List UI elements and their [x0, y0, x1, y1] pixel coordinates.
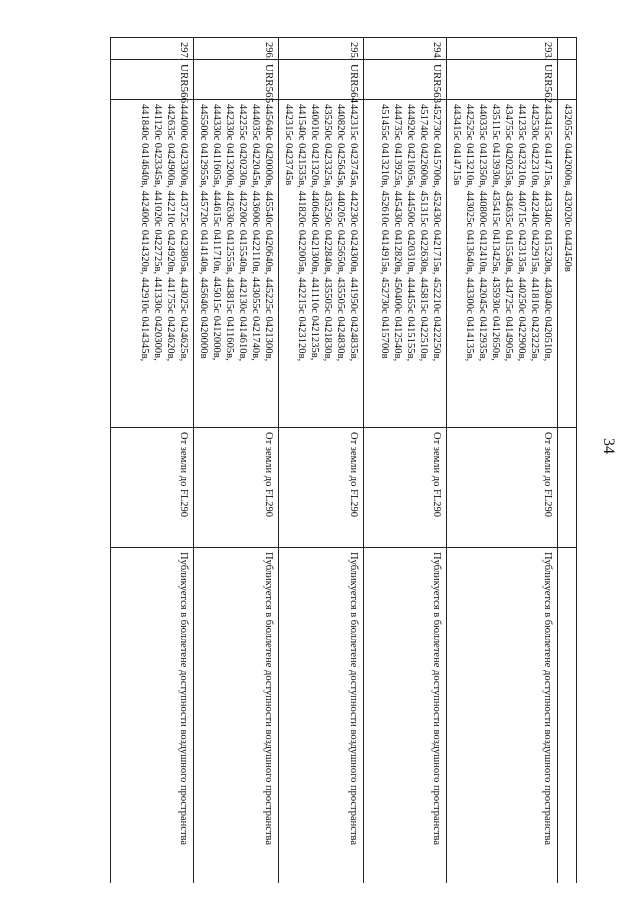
coordinate-line: 442525с 0413210в, 443025с 0413640в, 443300с 0414135в, — [464, 104, 475, 362]
altitude-limits: От земли до FL290 — [111, 428, 194, 548]
coordinate-line: 441540с 0421535в, 441820с 0422005в, 442215с 0423120в, — [296, 104, 307, 362]
rotated-table-content — [83, 37, 577, 883]
zone-identifier: URR563 — [364, 60, 447, 100]
altitude-limits: От земли до FL290 — [447, 428, 558, 548]
publication-note: Публикуется в бюллетене доступности воздушного пространства — [111, 548, 194, 884]
table-row — [194, 38, 279, 884]
continuation-zones: 432055с 0442000в, 432020с 0442450в — [558, 100, 577, 428]
coordinate-line: 444735с 0413925в, 445430с 0412820в, 450400с 0412540в, — [392, 104, 403, 362]
coordinate-line: 451455с 0413210в, 452610с 0414915в, 452730с 0415700в — [379, 104, 390, 359]
coordinate-line: 441235с 0423210в, 440715с 0423135в, 440250с 0422900в, — [516, 104, 527, 362]
publication-note: Публикуется в бюллетене доступности воздушного пространства — [364, 548, 447, 884]
coordinate-line: 442635с 0424900в, 442210с 0424920в, 441755с 0424620в, — [165, 104, 176, 362]
coordinate-line: 451740с 0422600в, 451315с 0422630в, 445815с 0422510в, — [418, 104, 429, 362]
zone-coordinates — [194, 100, 279, 428]
coordinate-line: 441120с 0423345в, 441020с 0422725в, 441330с 0420300в, — [152, 104, 163, 361]
coordinate-line: 444330с 0411605в, 444615с 0411710в, 445015с 0412000в, — [211, 104, 222, 361]
coordinate-line: 440820с 0425645в, 440205с 0425650в, 435505с 0424830в, — [335, 104, 346, 362]
airspace-zones-table — [110, 37, 577, 883]
rotated-table-sheet — [83, 37, 577, 883]
coordinate-line: 442315с 0423745в, 442230с 0424300в, 441950с 0424835в, — [348, 104, 359, 362]
coordinate-line: 434755с 0420235в, 434635с 0415540в, 434725с 0414905в, — [503, 104, 514, 362]
row-number: 297. — [111, 38, 194, 60]
page-number-container — [596, 434, 620, 458]
continuation-id — [558, 60, 577, 100]
continuation-num — [558, 38, 577, 60]
page-number: 34 — [600, 438, 617, 454]
coordinate-line: 442315с 0423745в — [283, 104, 294, 186]
coordinate-line: 442330с 0413200в, 442630с 0412555в, 443815с 0411605в, — [224, 104, 235, 361]
coordinate-line: 445640с 0420000в, 445540с 0420640в, 445225с 0421300в, — [263, 104, 274, 362]
publication-note: Публикуется в бюллетене доступности воздушного пространства — [194, 548, 279, 884]
coordinate-line: 444035с 0422045в, 443600с 0422110в, 443055с 0421740в, — [250, 104, 261, 361]
coordinate-line: 442530с 0422310в, 442240с 0422915в, 441810с 0423225в, — [529, 104, 540, 362]
coordinate-line: 443415с 0414715в — [451, 104, 462, 186]
coordinate-line: 445500с 0412955в, 445720с 0414140в, 445640с 0420000в — [198, 104, 209, 359]
continuation-note — [558, 548, 577, 884]
coordinate-line: 452730с 0415700в, 452430с 0421715в, 452210с 0422250в, — [431, 104, 442, 362]
zone-coordinates — [364, 100, 447, 428]
coordinate-line: 435115с 0413930в, 435415с 0413425в, 435930с 0412650в, — [490, 104, 501, 361]
zone-coordinates — [111, 100, 194, 428]
table-row — [447, 38, 558, 884]
coordinate-line: 440010с 0421320в, 440640с 0421300в, 441110с 0421235в, — [309, 104, 320, 361]
zone-identifier: URR562 — [447, 60, 558, 100]
table-row — [279, 38, 364, 884]
coordinate-line: 444000с 0423300в, 443725с 0423805в, 443025с 0424625в, — [178, 104, 189, 362]
coordinate-line: 444920с 0421605в, 444500с 0420310в, 444455с 0415155в, — [405, 104, 416, 362]
coordinate-line: 435250с 0423325в, 435250с 0422840в, 435505с 0421830в, — [322, 104, 333, 362]
table-row — [364, 38, 447, 884]
altitude-limits: От земли до FL290 — [279, 428, 364, 548]
publication-note: Публикуется в бюллетене доступности воздушного пространства — [279, 548, 364, 884]
zone-coordinates — [279, 100, 364, 428]
altitude-limits: От земли до FL290 — [364, 428, 447, 548]
continuation-row — [558, 38, 577, 884]
row-number: 295. — [279, 38, 364, 60]
altitude-limits: От земли до FL290 — [194, 428, 279, 548]
coordinate-line: 443415с 0414715в, 443340с 0415230в, 443040с 0420510в, — [542, 104, 553, 362]
zone-identifier: URR566 — [111, 60, 194, 100]
row-number: 293. — [447, 38, 558, 60]
row-number: 296. — [194, 38, 279, 60]
coordinate-line: 440335с 0412350в, 440800с 0412410в, 442045с 0412935в, — [477, 104, 488, 362]
coordinate-line: 441840с 0414640в, 442400с 0414320в, 442910с 0414345в, — [139, 104, 150, 362]
row-number: 294. — [364, 38, 447, 60]
table-row — [111, 38, 194, 884]
zone-coordinates — [447, 100, 558, 428]
zone-identifier: URR564 — [279, 60, 364, 100]
continuation-level — [558, 428, 577, 548]
coordinate-line: 442255с 0420230в, 442200с 0415540в, 442130с 0414610в, — [237, 104, 248, 362]
publication-note: Публикуется в бюллетене доступности воздушного пространства — [447, 548, 558, 884]
zone-identifier: URR565 — [194, 60, 279, 100]
